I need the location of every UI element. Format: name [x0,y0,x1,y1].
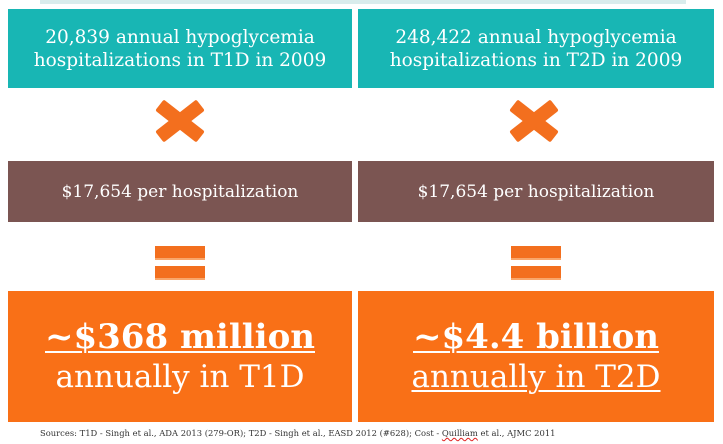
t1d-total-period: annually in T1D [55,358,305,395]
t1d-total-box [8,291,352,422]
t2d-cost-box [358,161,714,222]
t1d-hospitalizations-box [8,9,352,88]
t2d-total-box [358,291,714,422]
equals-bar-bottom [155,266,205,278]
sources-footnote [40,428,556,438]
equals-bar-top [511,246,561,258]
sources-prefix: Sources: T1D - Singh et al., ADA 2013 (279-OR); T2D - Singh et al., EASD 2012 (#628); Cost - [40,428,442,438]
times-icon [508,97,560,145]
equals-icon [511,246,561,280]
top-divider [40,0,686,4]
equals-icon [155,246,205,280]
sources-suffix: et al., AJMC 2011 [477,428,556,438]
t1d-hospitalizations-text: 20,839 annual hypoglycemia hospitalizations in T1D in 2009 [33,26,327,71]
sources-author: Quilliam [441,428,478,438]
t1d-cost-text: $17,654 per hospitalization [61,181,299,202]
t2d-hospitalizations-box [358,9,714,88]
t2d-cost-text: $17,654 per hospitalization [417,181,655,202]
equals-bar-top [155,246,205,258]
times-icon [154,97,206,145]
t2d-total-period: annually in T2D [411,358,661,395]
t2d-total-amount: ~$4.4 billion [413,316,659,357]
t1d-total-amount: ~$368 million [45,316,315,357]
t2d-hospitalizations-text: 248,422 annual hypoglycemia hospitalizations in T2D in 2009 [389,26,683,71]
equals-bar-bottom [511,266,561,278]
t1d-cost-box [8,161,352,222]
